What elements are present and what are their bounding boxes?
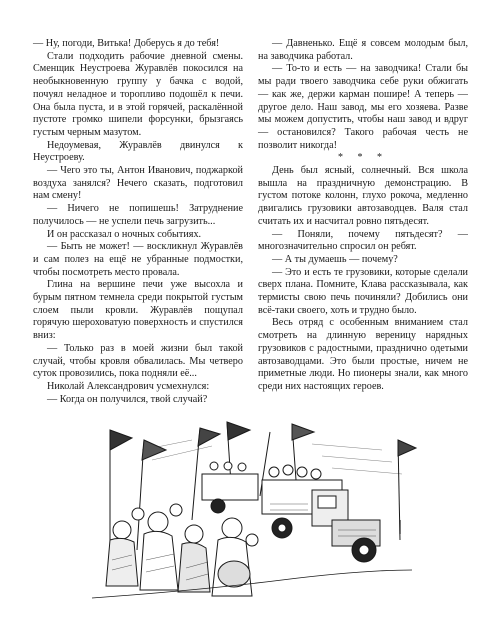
left-column bbox=[33, 38, 243, 406]
paragraph: — Быть не может! — воскликнул Журавлёв и сам полез на ещё не убранные подмостки, чтобы посмотреть место провала. bbox=[33, 241, 243, 278]
paragraph: — А ты думаешь — почему? bbox=[272, 253, 398, 265]
paragraph: Весь отряд с особенным вниманием стал смотреть на длинную вереницу нарядных грузовиков с радостными, празднично одетыми автозаводцами. Это были простые, ничем не приметные люди. Но пионеры знали, как много среди них настоящих героев. bbox=[258, 317, 468, 392]
paragraph: — Только раз в моей жизни был такой случай, чтобы кровля обвалилась. Мы четверо суток провозились, пока подняли её... bbox=[33, 342, 243, 380]
paragraph: И он рассказал о ночных событиях. bbox=[47, 228, 202, 240]
paragraph: День был ясный, солнечный. Вся школа вышла на праздничную демонстрацию. В густом потоке колонн, глухо рокоча, медленно двигались грузовики автозаводцев. Валя стал считать их и насчитал ровно пятьдесят. bbox=[258, 165, 468, 227]
section-separator: * * * bbox=[338, 152, 388, 164]
paragraph: Стали подходить рабочие дневной смены. Сменщик Неустроева Журавлёв покосился на необыкновенную группу у бачка с водой, почуял неладное и торопливо подошёл к печи. Она была пуста, и в этой горячей, раскалённой пустоте громко шипели форсунки, брызгаясь густым черным мазутом. bbox=[33, 50, 243, 138]
paragraph: — Чего это ты, Антон Иванович, поджаркой воздуха занялся? Нечего сказать, подготовил нам смену! bbox=[33, 165, 243, 202]
paragraph: Николай Александрович усмехнулся: bbox=[47, 380, 210, 392]
paragraph: — Это и есть те грузовики, которые сделали сверх плана. Помните, Клава рассказывала, как термисты свою печь починяли? Добились они всё-таки своего, хоть и трудно было. bbox=[258, 266, 468, 316]
paragraph: — Поняли, почему пятьдесят? — многозначительно спросил он ребят. bbox=[258, 228, 468, 253]
parade-illustration bbox=[82, 410, 418, 606]
paragraph: — Когда он получился, твой случай? bbox=[47, 393, 208, 405]
paragraph: Глина на вершине печи уже высохла и бурым пятном темнела среди покрытой густым слоем пыли кровли. Журавлёв пощупал горячую шероховатую поверхность и спустился вниз: bbox=[33, 279, 243, 342]
paragraph: — Давненько. Ещё я совсем молодым был, на заводчика работал. bbox=[258, 38, 468, 62]
paragraph: — Ничего не попишешь! Затруднение получилось — не успели печь загрузить... bbox=[33, 203, 243, 227]
paragraph: Недоумевая, Журавлёв двинулся к Неустроеву. bbox=[33, 139, 243, 164]
paragraph: — Ну, погоди, Витька! Доберусь я до тебя! bbox=[33, 38, 220, 49]
paragraph: — То-то и есть — на заводчика! Стали бы мы ради твоего заводчика себе руки обжигать — как же, держи карман пошире! А теперь — другое дело. Наш завод, мы его хозяева. Разве мы можем допустить, чтобы наш завод и вдруг — остановился? Такого рабочая честь не позволит никогда! bbox=[258, 63, 468, 151]
right-column bbox=[258, 38, 468, 394]
